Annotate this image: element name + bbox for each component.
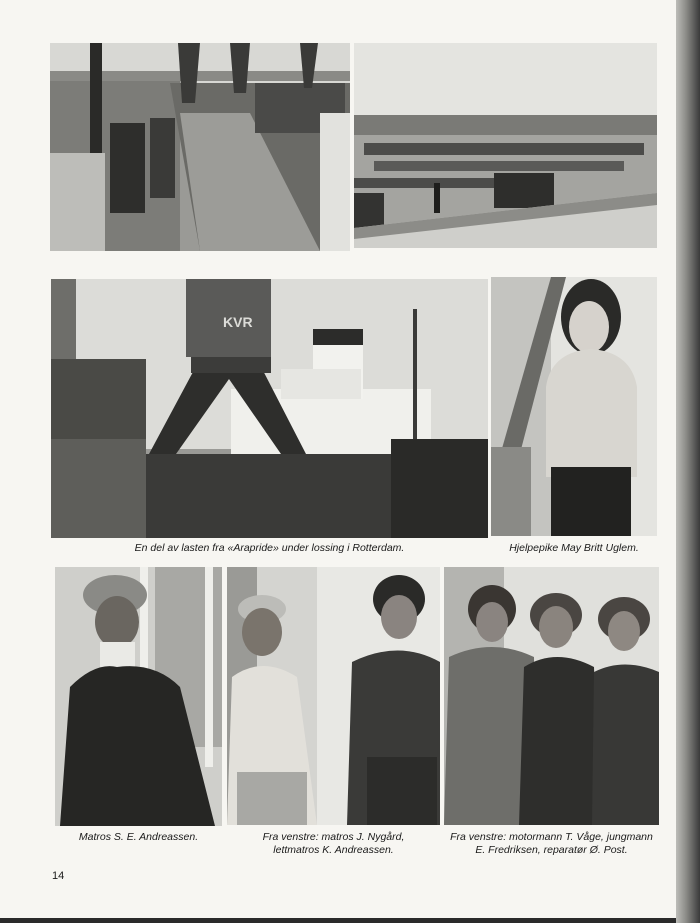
caption-pair: Fra venstre: matros J. Nygård, lettmatros K. Andreassen. (262, 831, 405, 856)
caption-trio: Fra venstre: motormann T. Våge, jungmann E. Fredriksen, reparatør Ø. Post. (450, 831, 653, 856)
photo-harbor-quay (50, 43, 350, 251)
caption-cargo-unloading: En del av lasten fra «Arapride» under lossing i Rotterdam. (134, 542, 405, 554)
caption-may-britt: Hjelpepike May Britt Uglem. (509, 542, 639, 554)
photo-harbor-yard (354, 43, 657, 248)
photo-portrait-may (491, 277, 657, 536)
caption-andreassen: Matros S. E. Andreassen. (78, 831, 199, 843)
photo-crane-ship (51, 279, 488, 538)
page-edge (676, 0, 700, 923)
page-number: 14 (52, 870, 65, 882)
crane-marking: KVR (223, 314, 253, 330)
photo-pair-portrait (227, 567, 440, 825)
photo-trio-portrait (444, 567, 659, 825)
photo-portrait-andreassen (55, 567, 222, 826)
